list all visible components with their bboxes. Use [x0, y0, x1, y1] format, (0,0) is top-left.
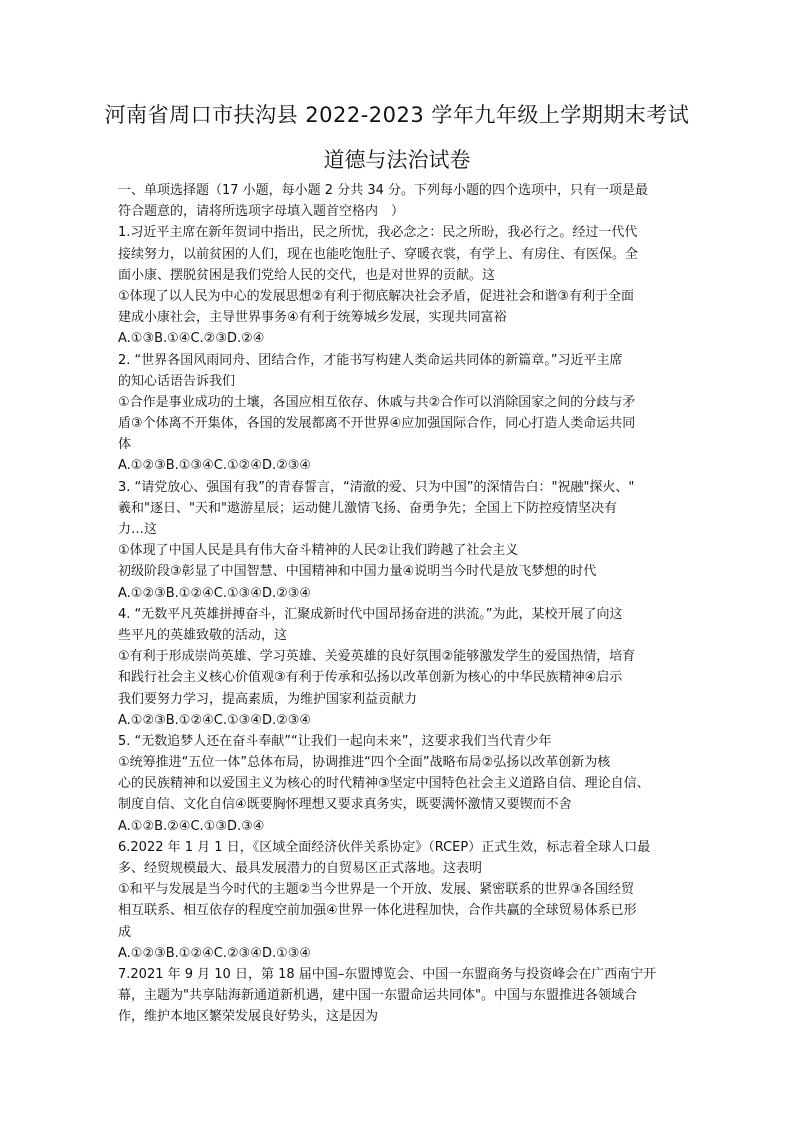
- text-line: ①体现了以人民为中心的发展思想②有利于彻底解决社会矛盾，促进社会和谐③有利于全面: [118, 288, 634, 304]
- text-line: A.①②B.②④C.①③D.③④: [118, 818, 265, 834]
- exam-subtitle: 道德与法治试卷: [323, 148, 471, 172]
- text-line: 3. “请党放心、强国有我”的青春誓言，“清澈的爱、只为中国”的深情告白："祝融"探火、": [118, 479, 635, 495]
- text-line: 符合题意的，请将所选项字母填入题首空格内 ）: [118, 204, 405, 220]
- text-line: 心的民族精神和以爱国主义为核心的时代精神③坚定中国特色社会主义道路自信、理论自信、: [118, 776, 650, 792]
- text-line: 制度自信、文化自信④既要胸怀理想又要求真务实，既要满怀激情又要锲而不舍: [118, 797, 572, 813]
- text-line: 接续努力，以前贫困的人们，现在也能吃饱肚子、穿暖衣裳，有学上、有房住、有医保。全: [118, 246, 639, 262]
- text-line: ①有利于形成崇尚英雄、学习英雄、关爱英雄的良好氛围②能够激发学生的爱国热情，培育: [118, 649, 636, 665]
- text-line: 初级阶段③彰显了中国智慧、中国精神和中国力量④说明当今时代是放飞梦想的时代: [118, 564, 597, 580]
- text-line: 羲和"逐日、"天和"遨游星辰；运动健儿激情飞扬、奋勇争先；全国上下防控疫情坚决有: [118, 500, 617, 516]
- text-line: 幕，主题为"共享陆海新通道新机遇，建中国一东盟命运共同体"。中国与东盟推进各领域合: [118, 988, 637, 1004]
- text-line: ①统筹推进“五位一体”总体布局，协调推进“四个全面”战略布局②弘扬以改革创新为核: [118, 755, 611, 771]
- text-line: 成: [118, 924, 132, 940]
- text-line: 多、经贸规模最大、最具发展潜力的自贸易区正式落地。这表明: [118, 861, 483, 876]
- text-line: 盾③个体离不开集体，各国的发展都离不开世界④应加强国际合作，同心打造人类命运共同: [118, 416, 636, 432]
- text-line: A.①②③B.①②④C.①③④D.②③④: [118, 585, 312, 601]
- text-line: 我们要努力学习，提高素质，为维护国家利益贡献力: [118, 691, 418, 707]
- text-line: 力…这: [118, 522, 158, 537]
- text-line: 6.2022 年 1 月 1 日，《区域全面经济伙伴关系协定》（RCEP）正式生效，标志着全球人口最: [118, 839, 651, 855]
- text-line: ①合作是事业成功的土壤，各国应相互依存、休戚与共②合作可以消除国家之间的分歧与矛: [118, 394, 636, 410]
- text-line: 4. “无数平凡英雄拼搏奋斗，汇聚成新时代中国昂扬奋进的洪流。”为此，某校开展了向这: [118, 606, 623, 622]
- text-line: ①和平与发展是当今时代的主题②当今世界是一个开放、发展、紧密联系的世界③各国经贸: [118, 882, 634, 898]
- text-line: A.①②③B.①②④C.①③④D.②③④: [118, 712, 312, 728]
- text-line: 1.习近平主席在新年贺词中指出，民之所忧，我必念之：民之所盼，我必行之。经过一代代: [118, 225, 638, 241]
- text-line: 和践行社会主义核心价值观③有利于传承和弘扬以改革创新为核心的中华民族精神④启示: [118, 670, 623, 686]
- text-line: A.①②③B.①③④C.①②④D.②③④: [118, 458, 312, 474]
- text-line: A.①③B.①④C.②③D.②④: [118, 331, 265, 347]
- text-line: 些平凡的英雄致敬的活动，这: [118, 627, 288, 643]
- text-line: 7.2021 年 9 月 10 日，第 18 届中国–东盟博览会、中国一东盟商务与投资峰会在广西南宁开: [118, 966, 657, 982]
- text-line: ①体现了中国人民是具有伟大奋斗精神的人民②让我们跨越了社会主义: [118, 543, 519, 559]
- text-line: 体: [118, 437, 132, 453]
- text-line: 的知心话语告诉我们: [118, 373, 236, 389]
- text-line: 一、单项选择题（17 小题，每小题 2 分共 34 分。下列每小题的四个选项中，只有一项是最: [118, 183, 649, 198]
- text-line: 相互联系、相互依存的程度空前加强④世界一体化进程加快，合作共赢的全球贸易体系已形: [118, 903, 637, 919]
- text-line: A.①②③B.①②④C.②③④D.①③④: [118, 945, 312, 961]
- exam-content: [118, 180, 678, 1028]
- text-line: 5. “无数追梦人还在奋斗奉献”“让我们一起向未来”，这要求我们当代青少年: [118, 733, 552, 749]
- text-line: 面小康、摆脱贫困是我们党给人民的交代，也是对世界的贡献。这: [118, 267, 496, 283]
- text-line: 2. “世界各国风雨同舟、团结合作，才能书写构建人类命运共同体的新篇章。”习近平主席: [118, 352, 623, 368]
- text-line: 作，维护本地区繁荣发展良好势头，这是因为: [118, 1009, 379, 1025]
- exam-title: 河南省周口市扶沟县 2022-2023 学年九年级上学期期末考试: [104, 103, 690, 127]
- text-line: 建成小康社会，主导世界事务④有利于统筹城乡发展，实现共同富裕: [118, 310, 507, 326]
